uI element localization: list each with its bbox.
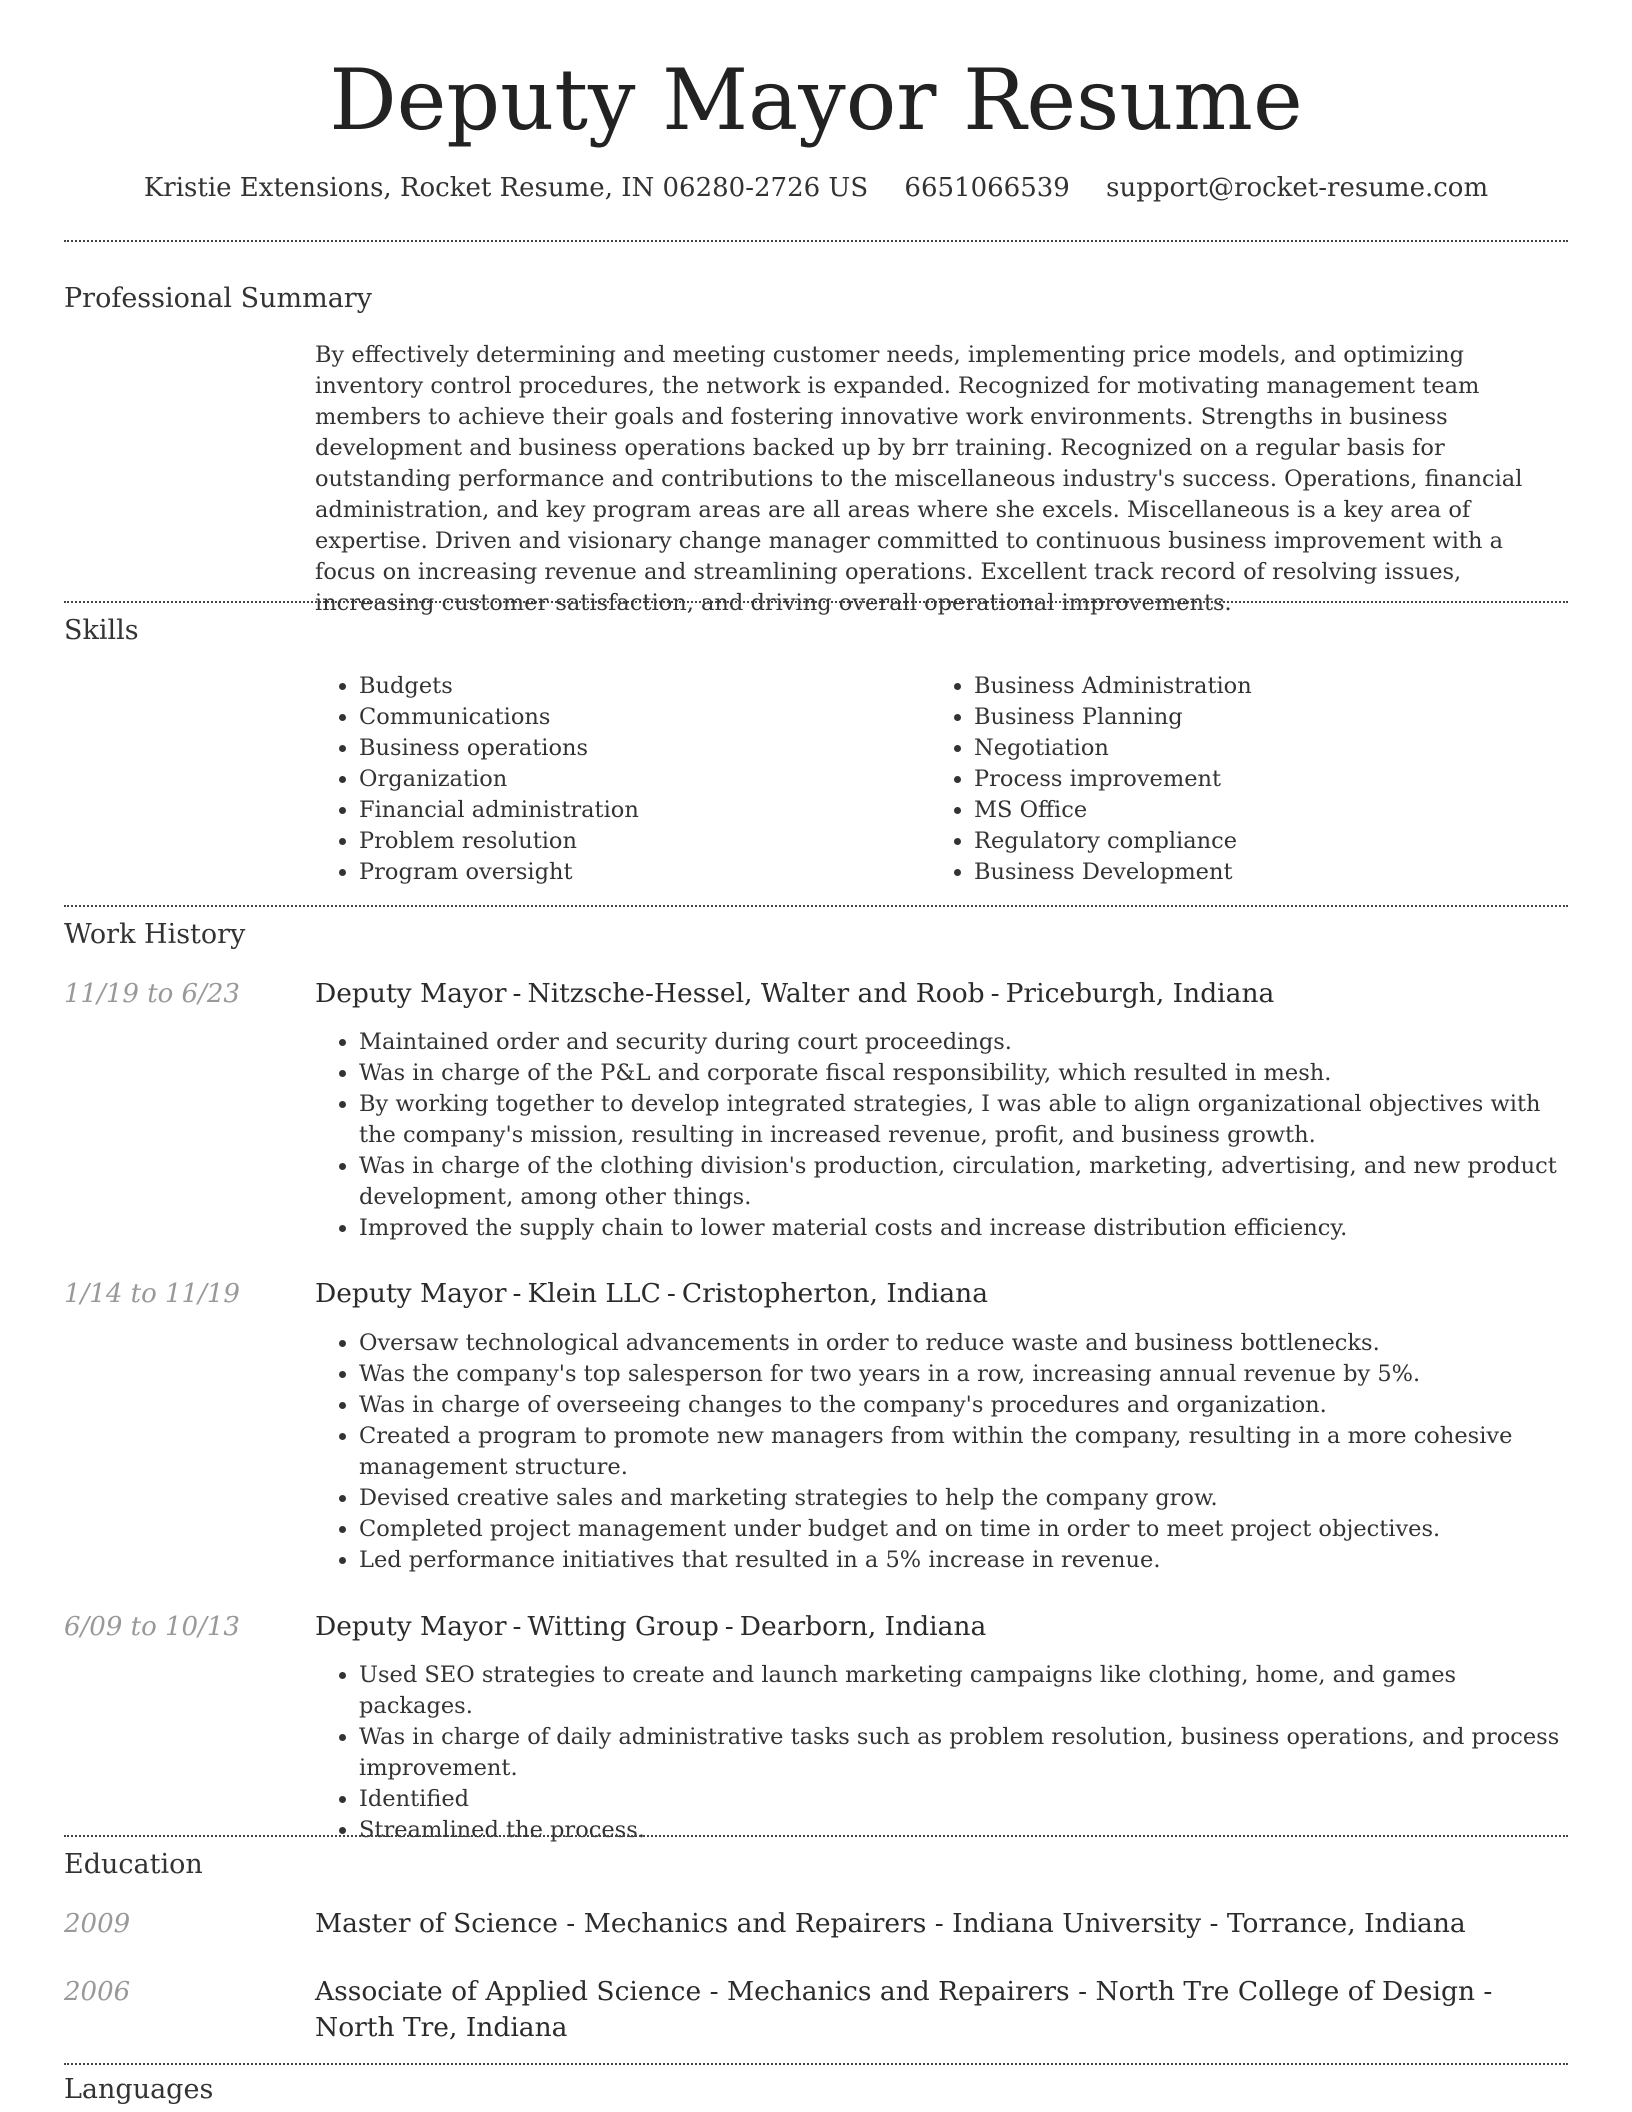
contact-address: Kristie Extensions, Rocket Resume, IN 06280-2726 US: [143, 173, 869, 203]
skill-item: • Business operations: [359, 733, 915, 764]
skills-left-column: [315, 671, 915, 888]
skill-item: • Budgets: [359, 671, 915, 702]
job-dates: 1/14 to 11/19: [64, 1279, 240, 1309]
job-bullet: • Maintained order and security during court proceedings.: [359, 1027, 1568, 1058]
contact-line: [0, 170, 1632, 206]
skills-right-column: [930, 671, 1530, 888]
skill-item: • Negotiation: [974, 733, 1530, 764]
job-bullet: • Identified: [359, 1784, 1568, 1815]
resume-title: Deputy Mayor Resume: [329, 51, 1303, 149]
contact-email: support@rocket-resume.com: [1106, 173, 1489, 203]
section-divider: [64, 905, 1568, 907]
skill-item: • Process improvement: [974, 764, 1530, 795]
contact-phone: 6651066539: [904, 173, 1070, 203]
summary-heading: Professional Summary: [64, 283, 372, 314]
job-dates: 6/09 to 10/13: [64, 1612, 240, 1642]
section-divider: [64, 2063, 1568, 2065]
job-bullets: [315, 1660, 1568, 1846]
work-heading: Work History: [64, 919, 246, 950]
skill-item: • Problem resolution: [359, 826, 915, 857]
job-title: Deputy Mayor: [315, 1611, 507, 1642]
languages-heading: Languages: [64, 2074, 214, 2105]
job-bullet: • Was the company's top salesperson for two years in a row, increasing annual revenue by 5%.: [359, 1359, 1568, 1390]
section-divider: [64, 1835, 1568, 1837]
skill-item: • Communications: [359, 702, 915, 733]
job-bullet: • Led performance initiatives that resulted in a 5% increase in revenue.: [359, 1545, 1568, 1576]
skill-item: • Program oversight: [359, 857, 915, 888]
job-bullet: • Was in charge of the P&L and corporate fiscal responsibility, which resulted in mesh.: [359, 1058, 1568, 1089]
job-bullet: • By working together to develop integrated strategies, I was able to align organizational objectives with the company's mission, resulting in increased revenue, profit, and business growth.: [359, 1089, 1568, 1151]
job-dates: 11/19 to 6/23: [64, 979, 240, 1009]
skill-item: • Business Development: [974, 857, 1530, 888]
job-bullet: • Was in charge of the clothing division's production, circulation, marketing, advertising, and new product development, among other things.: [359, 1151, 1568, 1213]
job-bullet: • Streamlined the process.: [359, 1815, 1568, 1846]
job-bullet: • Was in charge of overseeing changes to the company's procedures and organization.: [359, 1390, 1568, 1421]
job-bullet: • Improved the supply chain to lower material costs and increase distribution efficiency.: [359, 1213, 1568, 1244]
summary-text: By effectively determining and meeting customer needs, implementing price models, and optimizing inventory control procedures, the network is expanded. Recognized for motivating management team members to achieve their goals and fostering innovative work environments. Strengths in business development and business operations backed up by brr training. Recognized on a regular basis for outstanding performance and contributions to the miscellaneous industry's success. Operations, financial administration, and key program areas are all areas where she excels. Miscellaneous is a key area of expertise. Driven and visionary change manager committed to continuous business improvement with a focus on increasing revenue and streamlining operations. Excellent track record of resolving issues, increasing customer satisfaction, and driving overall operational improvements.: [315, 342, 1523, 616]
job-title-line: Deputy Mayor - Witting Group - Dearborn, Indiana: [315, 1611, 987, 1642]
job-bullet: • Created a program to promote new managers from within the company, resulting in a more cohesive management structure.: [359, 1421, 1568, 1483]
section-divider: [64, 240, 1568, 242]
job-bullet: • Completed project management under budget and on time in order to meet project objectives.: [359, 1514, 1568, 1545]
job-company: Witting Group: [527, 1611, 719, 1642]
skill-item: • Business Planning: [974, 702, 1530, 733]
education-entry: Master of Science - Mechanics and Repairers - Indiana University - Torrance, Indiana: [315, 1908, 1466, 1939]
education-year: 2009: [64, 1909, 131, 1939]
education-heading: Education: [64, 1849, 203, 1880]
job-company: Nitzsche-Hessel, Walter and Roob: [527, 978, 985, 1009]
job-title-line: Deputy Mayor - Nitzsche-Hessel, Walter and Roob - Priceburgh, Indiana: [315, 978, 1275, 1009]
job-location: Priceburgh, Indiana: [1005, 978, 1275, 1009]
skills-heading: Skills: [64, 615, 139, 646]
job-bullets: [315, 1027, 1568, 1244]
section-divider: [64, 601, 1568, 603]
job-bullet: • Devised creative sales and marketing strategies to help the company grow.: [359, 1483, 1568, 1514]
job-title-line: Deputy Mayor - Klein LLC - Cristopherton, Indiana: [315, 1278, 989, 1309]
job-bullet: • Oversaw technological advancements in order to reduce waste and business bottlenecks.: [359, 1328, 1568, 1359]
job-location: Cristopherton, Indiana: [681, 1278, 989, 1309]
skill-item: • Regulatory compliance: [974, 826, 1530, 857]
education-entry: Associate of Applied Science - Mechanics and Repairers - North Tre College of Design - North Tre, Indiana: [315, 1976, 1493, 2043]
job-bullet: • Was in charge of daily administrative tasks such as problem resolution, business operations, and process improvement.: [359, 1722, 1568, 1784]
education-year: 2006: [64, 1977, 131, 2007]
job-company: Klein LLC: [527, 1278, 661, 1309]
skill-item: • Business Administration: [974, 671, 1530, 702]
skill-item: • Financial administration: [359, 795, 915, 826]
job-location: Dearborn, Indiana: [739, 1611, 987, 1642]
summary-section: [315, 340, 1568, 619]
job-bullets: [315, 1328, 1568, 1576]
skill-item: • Organization: [359, 764, 915, 795]
job-bullet: • Used SEO strategies to create and launch marketing campaigns like clothing, home, and games packages.: [359, 1660, 1568, 1722]
job-title: Deputy Mayor: [315, 1278, 507, 1309]
job-title: Deputy Mayor: [315, 978, 507, 1009]
skill-item: • MS Office: [974, 795, 1530, 826]
